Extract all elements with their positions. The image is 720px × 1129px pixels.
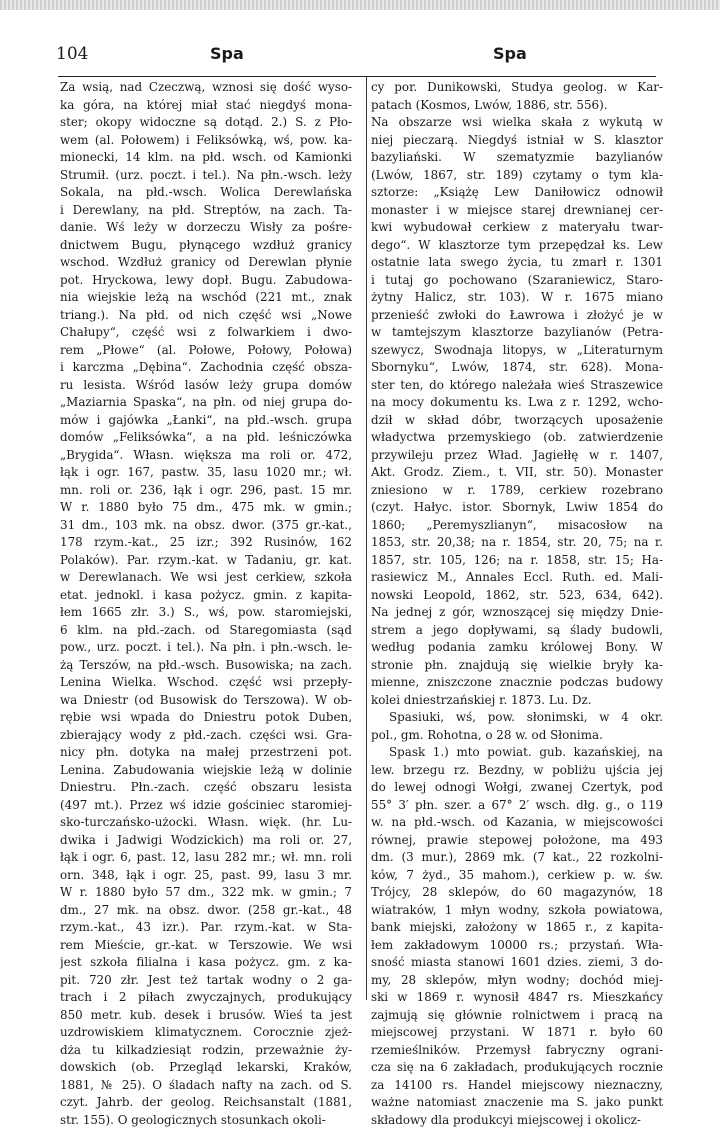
text-line: dm. (3 mur.), 2869 mk. (7 kat., 22 rozkolni- — [371, 849, 663, 867]
text-line: łąk i ogr. 167, pastw. 35, lasu 1020 mr.; wł. — [60, 464, 352, 482]
text-line: 1857, str. 105, 126; na r. 1858, str. 15; Ha- — [371, 552, 663, 570]
text-line: danie. Wś leży w dorzeczu Wisły za pośre- — [60, 219, 352, 237]
text-line: składowy dla produkcyi miejscowej i okolicz- — [371, 1112, 663, 1129]
page-number: 104 — [56, 44, 88, 64]
text-line: kolei dniestrzańskiej r. 1873. Lu. Dz. — [371, 692, 663, 710]
text-line: 6 klm. na płd.-zach. od Staregomiasta (sąd — [60, 622, 352, 640]
running-head-right: Spa — [493, 44, 527, 63]
text-line: trach i 2 piłach zwyczajnych, produkujący — [60, 989, 352, 1007]
text-line: pol., gm. Rohotna, o 28 w. od Słonima. — [371, 727, 663, 745]
text-line: ski w 1869 r. wynosił 4847 rs. Mieszkańcy — [371, 989, 663, 1007]
text-line: łąk i ogr. 6, past. 12, lasu 282 mr.; wł. mn. roli — [60, 849, 352, 867]
text-line: cy por. Dunikowski, Studya geolog. w Kar- — [371, 79, 663, 97]
text-line: W r. 1880 było 75 dm., 475 mk. w gmin.; — [60, 499, 352, 517]
text-line: Na obszarze wsi wielka skała z wykutą w — [371, 114, 663, 132]
text-line: Spask 1.) mto powiat. gub. kazańskiej, na — [371, 744, 663, 762]
text-line: i Derewlany, na płd. Streptów, na zach. Ta- — [60, 202, 352, 220]
text-line: wa Dniestr (od Busowisk do Terszowa). W ob- — [60, 692, 352, 710]
text-line: 31 dm., 103 mk. na obsz. dwor. (375 gr.-kat., — [60, 517, 352, 535]
text-line: Spasiuki, wś, pow. słonimski, w 4 okr. — [371, 709, 663, 727]
text-line: rasiewicz M., Annales Eccl. Ruth. ed. Mali- — [371, 569, 663, 587]
text-line: mów i gajówka „Łanki“, na płd.-wsch. grupa — [60, 412, 352, 430]
text-line: na mocy dokumentu ks. Lwa z r. 1292, wcho- — [371, 394, 663, 412]
text-line: wem (al. Połowem) i Feliksówką, wś, pow. ka- — [60, 132, 352, 150]
text-line: cza się na 6 zakładach, produkujących rocznie — [371, 1059, 663, 1077]
text-line: równej, prawie stepowej położone, ma 493 — [371, 832, 663, 850]
text-line: pot. Hryckowa, lewy dopł. Bugu. Zabudowa- — [60, 272, 352, 290]
text-line: lew. brzegu rz. Bezdny, w pobliżu ujścia jej — [371, 762, 663, 780]
text-line: za 14100 rs. Handel miejscowy nieznaczny, — [371, 1077, 663, 1095]
text-line: łem zakładowym 10000 rs.; przystań. Wła- — [371, 937, 663, 955]
text-line: dził w skład dóbr, tworzących uposażenie — [371, 412, 663, 430]
text-line: 850 metr. kub. desek i brusów. Wieś ta jest — [60, 1007, 352, 1025]
text-line: 178 rzym.-kat., 25 izr.; 392 Rusinów, 162 — [60, 534, 352, 552]
right-column — [371, 79, 663, 1129]
text-line: niej pieczarą. Niegdyś istniał w S. klasztor — [371, 132, 663, 150]
text-line: ka góra, na której miał stać niegdyś mona- — [60, 97, 352, 115]
text-line: zbierający wody z płd.-zach. części wsi. Gra- — [60, 727, 352, 745]
text-line: sztorze: „Książę Lew Daniłowicz odnowił — [371, 184, 663, 202]
text-line: monaster i w miejsce starej drewnianej cer- — [371, 202, 663, 220]
text-line: ster; okopy widoczne są dotąd. 2.) S. z Pło- — [60, 114, 352, 132]
text-line: Lenina Wielka. Wschod. część wsi przepły- — [60, 674, 352, 692]
text-line: rem „Płowe“ (al. Połowe, Połowy, Połowa) — [60, 342, 352, 360]
text-line: ru lesista. Wśród lasów leży grupa domów — [60, 377, 352, 395]
text-line: ostatnie lata swego życia, tu zmarł r. 1301 — [371, 254, 663, 272]
text-line: ważne natomiast znaczenie ma S. jako punkt — [371, 1094, 663, 1112]
text-line: przywileju przez Wład. Jagiełłę w r. 1407, — [371, 447, 663, 465]
text-line: Lenina. Zabudowania wiejskie leżą w dolinie — [60, 762, 352, 780]
text-line: rzym.-kat., 43 izr.). Par. rzym.-kat. w Sta- — [60, 919, 352, 937]
text-line: wschod. Wzdłuż granicy od Derewlan płynie — [60, 254, 352, 272]
text-line: Sbornyku“, Lwów, 1874, str. 628). Mona- — [371, 359, 663, 377]
text-line: zniesiono w r. 1789, cerkiew rozebrano — [371, 482, 663, 500]
text-line: pow., urz. poczt. i tel.). Na płn. i płn.-wsch. le- — [60, 639, 352, 657]
text-line: „Maziarnia Spaska“, na płn. od niej grupa do- — [60, 394, 352, 412]
text-line: Chałupy“, część wsi z folwarkiem i dwo- — [60, 324, 352, 342]
text-line: str. 155). O geologicznych stosunkach okoli- — [60, 1112, 352, 1129]
text-line: Za wsią, nad Czeczwą, wznosi się dość wyso- — [60, 79, 352, 97]
text-line: etat. jednokl. i kasa pożycz. gmin. z kapita- — [60, 587, 352, 605]
text-line: nicy płn. dotyka na małej przestrzeni pot. — [60, 744, 352, 762]
text-line: Polaków). Par. rzym.-kat. w Tadaniu, gr. kat. — [60, 552, 352, 570]
running-head-left: Spa — [210, 44, 244, 63]
text-line: 55° 3′ płn. szer. a 67° 2′ wsch. dłg. g., o 119 — [371, 797, 663, 815]
text-line: Dniestru. Płn.-zach. część obszaru lesista — [60, 779, 352, 797]
text-line: kwi wybudował cerkiew z materyału twar- — [371, 219, 663, 237]
text-line: i karczma „Dębina“. Zachodnia część obsza- — [60, 359, 352, 377]
page-header — [0, 44, 720, 68]
text-line: stronie płn. znajdują się wielkie bryły ka- — [371, 657, 663, 675]
text-line: łem 1665 złr. 3.) S., wś, pow. staromiejski, — [60, 604, 352, 622]
text-line: ków, 7 żyd., 35 mahom.), cerkiew p. w. św. — [371, 867, 663, 885]
left-column — [60, 79, 352, 1129]
text-line: nia wiejskie leżą na wschód (221 mt., znak — [60, 289, 352, 307]
text-line: bazyliański. W szematyzmie bazylianów — [371, 149, 663, 167]
column-divider — [366, 76, 367, 1000]
text-line: my, 28 sklepów, młyn wodny; dochód miej- — [371, 972, 663, 990]
text-line: Akt. Grodz. Ziem., t. VII, str. 50). Monaster — [371, 464, 663, 482]
text-line: przenieść zwłoki do Ławrowa i złożyć je w — [371, 307, 663, 325]
text-line: dm., 27 mk. na obsz. dwor. (258 gr.-kat., 48 — [60, 902, 352, 920]
text-line: orn. 348, łąk i ogr. 25, past. 99, lasu 3 mr. — [60, 867, 352, 885]
text-line: „Brygida“. Własn. większa ma roli or. 472, — [60, 447, 352, 465]
text-line: Sokala, na płd.-wsch. Wolica Derewlańska — [60, 184, 352, 202]
text-line: mienne, zniszczone znacznie podczas budowy — [371, 674, 663, 692]
text-line: (497 mt.). Przez wś idzie gościniec staromiej- — [60, 797, 352, 815]
text-line: Strumił. (urz. poczt. i tel.). Na płn.-wsch. leży — [60, 167, 352, 185]
text-line: bank miejski, założony w 1865 r., z kapita- — [371, 919, 663, 937]
text-line: (Lwów, 1867, str. 189) czytamy o tym kla- — [371, 167, 663, 185]
text-line: dża tu kilkadziesiąt rodzin, przeważnie ży- — [60, 1042, 352, 1060]
text-line: nowski Leopold, 1862, str. 523, 634, 642). — [371, 587, 663, 605]
text-line: wiatraków, 1 młyn wodny, szkoła powiatowa, — [371, 902, 663, 920]
text-line: Na jednej z gór, wznoszącej się między Dnie- — [371, 604, 663, 622]
text-line: domów „Feliksówka“, a na płd. leśniczówka — [60, 429, 352, 447]
text-line: władyctwa przemyskiego (ob. zatwierdzenie — [371, 429, 663, 447]
text-line: triang.). Na płd. od nich część wsi „Nowe — [60, 307, 352, 325]
text-line: zajmują się głównie rolnictwem i pracą na — [371, 1007, 663, 1025]
text-line: w Derewlanach. We wsi jest cerkiew, szkoła — [60, 569, 352, 587]
text-line: jest szkoła filialna i kasa pożycz. gm. z ka- — [60, 954, 352, 972]
text-line: rem Mieście, gr.-kat. w Terszowie. We wsi — [60, 937, 352, 955]
text-line: sność miasta stanowi 1601 dzies. ziemi, 3 do- — [371, 954, 663, 972]
text-line: pit. 720 złr. Jest też tartak wodny o 2 ga- — [60, 972, 352, 990]
text-line: 1860; „Peremyszlianyn“, misacosłow na — [371, 517, 663, 535]
text-line: dego“. W klasztorze tym przepędzał ks. Lew — [371, 237, 663, 255]
text-line: żą Terszów, na płd.-wsch. Busowiska; na zach. — [60, 657, 352, 675]
text-line: do lewej odnogi Wołgi, zwanej Czertyk, pod — [371, 779, 663, 797]
text-line: szewycz, Swodnaja litopys, w „Literaturnym — [371, 342, 663, 360]
text-line: sko-turczańsko-użocki. Własn. więk. (hr. Lu- — [60, 814, 352, 832]
scan-top-edge — [0, 0, 720, 10]
text-line: czyt. Jahrb. der geolog. Reichsanstalt (1881, — [60, 1094, 352, 1112]
text-line: patach (Kosmos, Lwów, 1886, str. 556). — [371, 97, 663, 115]
header-rule — [58, 76, 656, 77]
text-line: rzemieślników. Przemysł fabryczny ograni- — [371, 1042, 663, 1060]
text-line: Trójcy, 28 sklepów, do 60 magazynów, 18 — [371, 884, 663, 902]
text-line: 1881, № 25). O śladach nafty na zach. od S. — [60, 1077, 352, 1095]
text-line: uzdrowiskiem klimatycznem. Corocznie zjeż- — [60, 1024, 352, 1042]
text-line: strem a jego dopływami, są ślady budowli, — [371, 622, 663, 640]
text-line: w. na płd.-wsch. od Kazania, w miejscowości — [371, 814, 663, 832]
text-line: i tutaj go pochowano (Szaraniewicz, Staro- — [371, 272, 663, 290]
text-line: ster ten, do którego należała wieś Straszewice — [371, 377, 663, 395]
text-line: dowskich (ob. Przegląd lekarski, Kraków, — [60, 1059, 352, 1077]
text-line: miejscowej przystani. W 1871 r. było 60 — [371, 1024, 663, 1042]
text-line: dnictwem Bugu, płynącego wzdłuż granicy — [60, 237, 352, 255]
text-line: według podania zamku królowej Bony. W — [371, 639, 663, 657]
text-line: dwika i Jadwigi Wodzickich) ma roli or. 27, — [60, 832, 352, 850]
text-line: żytny Halicz, str. 103). W r. 1675 miano — [371, 289, 663, 307]
text-line: w tamtejszym klasztorze bazylianów (Petra- — [371, 324, 663, 342]
text-line: (czyt. Hałyc. istor. Sbornyk, Lwiw 1854 do — [371, 499, 663, 517]
text-line: mn. roli or. 236, łąk i ogr. 296, past. 15 mr. — [60, 482, 352, 500]
text-line: 1853, str. 20,38; na r. 1854, str. 20, 75; na r. — [371, 534, 663, 552]
text-line: mionecki, 14 klm. na płd. wsch. od Kamionki — [60, 149, 352, 167]
text-line: W r. 1880 było 57 dm., 322 mk. w gmin.; 7 — [60, 884, 352, 902]
text-line: rębie wsi wpada do Dniestru potok Duben, — [60, 709, 352, 727]
